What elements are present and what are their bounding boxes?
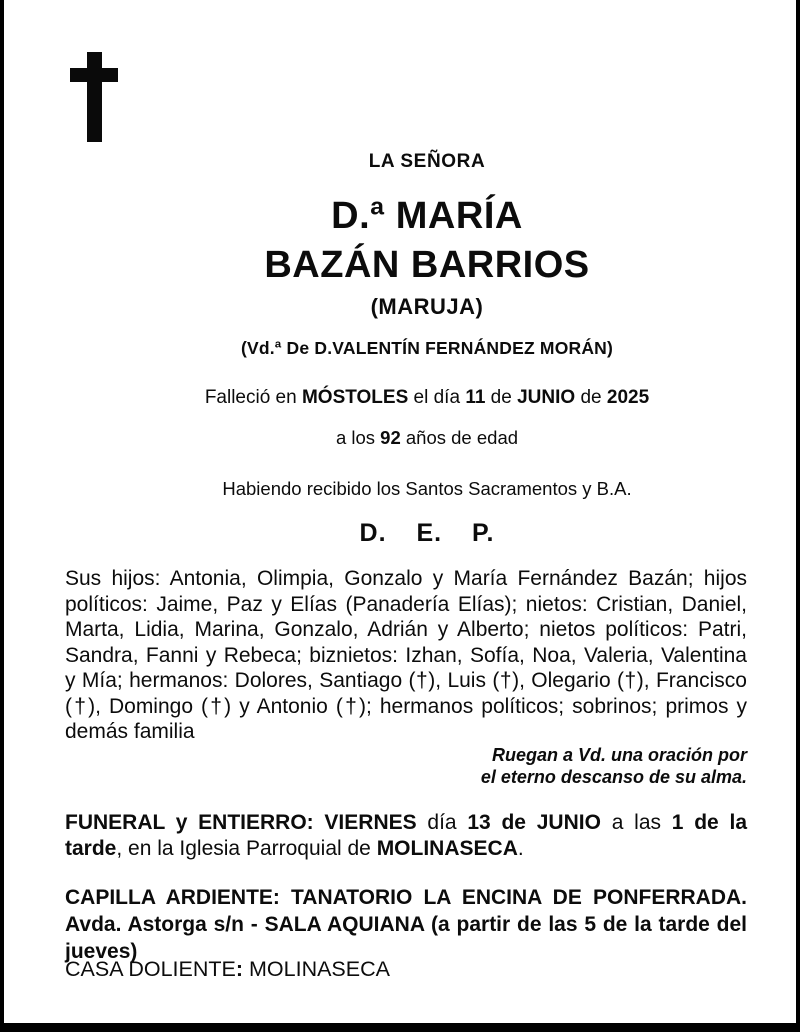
age-number: 92 [380, 427, 401, 448]
honorific-title: LA SEÑORA [368, 151, 486, 172]
deceased-name-line1: D.ª MARÍA [331, 195, 523, 237]
prayer-request [65, 744, 747, 788]
latin-cross-icon [70, 52, 118, 147]
death-text-segment: Falleció en [204, 387, 302, 408]
funeral-text-segment: día [427, 811, 468, 834]
mourning-house-colon: : [235, 957, 244, 981]
funeral-date: 13 de JUNIO [467, 811, 601, 834]
funeral-text-segment: . [517, 837, 524, 860]
funeral-notice [65, 810, 747, 862]
death-text-segment: de [485, 387, 518, 408]
death-year: 2025 [606, 387, 650, 408]
death-city: MÓSTOLES [301, 387, 409, 408]
death-day: 11 [465, 387, 486, 408]
death-text-segment: de [575, 387, 607, 408]
deceased-name-line2: BAZÁN BARRIOS [264, 244, 590, 286]
death-month: JUNIO [517, 387, 576, 408]
chapel-notice: CAPILLA ARDIENTE: TANATORIO LA ENCINA DE PONFERRADA. Avda. Astorga s/n - SALA AQUIANA (a partir de las 5 de la tarde del jueves) [65, 886, 747, 963]
dep-initials: D. E. P. [359, 519, 495, 547]
mourning-house-label: CASA DOLIENTE [65, 957, 236, 981]
age-line [65, 427, 789, 449]
funeral-text-segment: a las [600, 811, 672, 834]
family-paragraph: Sus hijos: Antonia, Olimpia, Gonzalo y María Fernández Bazán; hijos políticos: Jaime, Paz y Elías (Panadería Elías); nietos: Cristian, Daniel, Marta, Lidia, Marina, Gonzalo, Adrián y Alberto; nietos políticos: Patri, Sandra, Fanni y Rebeca; biznietos: Izhan, Sofía, Noa, Valeria, Valentina y Mía; hermanos: Dolores, Santiago (†), Luis (†), Olegario (†), Francisco (†), Domingo (†) y Antonio (†); hermanos políticos; sobrinos; primos y demás familia [65, 567, 747, 743]
funeral-heading: FUNERAL y ENTIERRO: VIERNES [65, 811, 428, 834]
mourning-house-line [65, 957, 747, 982]
funeral-text-segment: , en la Iglesia Parroquial de [116, 837, 377, 860]
funeral-church-town: MOLINASECA [376, 837, 518, 860]
mourning-house-town: MOLINASECA [243, 957, 390, 981]
widow-of-line: (Vd.ª De D.VALENTÍN FERNÁNDEZ MORÁN) [240, 338, 614, 358]
prayer-line2: el eterno descanso de su alma. [480, 767, 747, 787]
age-text-segment: a los [335, 427, 381, 448]
funeral-time: 1 de la tarde [65, 811, 747, 860]
prayer-line1: Ruegan a Vd. una oración por [491, 745, 747, 765]
death-place-date-line [65, 387, 789, 409]
age-text-segment: años de edad [400, 427, 519, 448]
sacraments-line: Habiendo recibido los Santos Sacramentos y B.A. [222, 478, 632, 499]
death-text-segment: el día [408, 387, 466, 408]
deceased-nickname: (MARUJA) [370, 294, 484, 319]
